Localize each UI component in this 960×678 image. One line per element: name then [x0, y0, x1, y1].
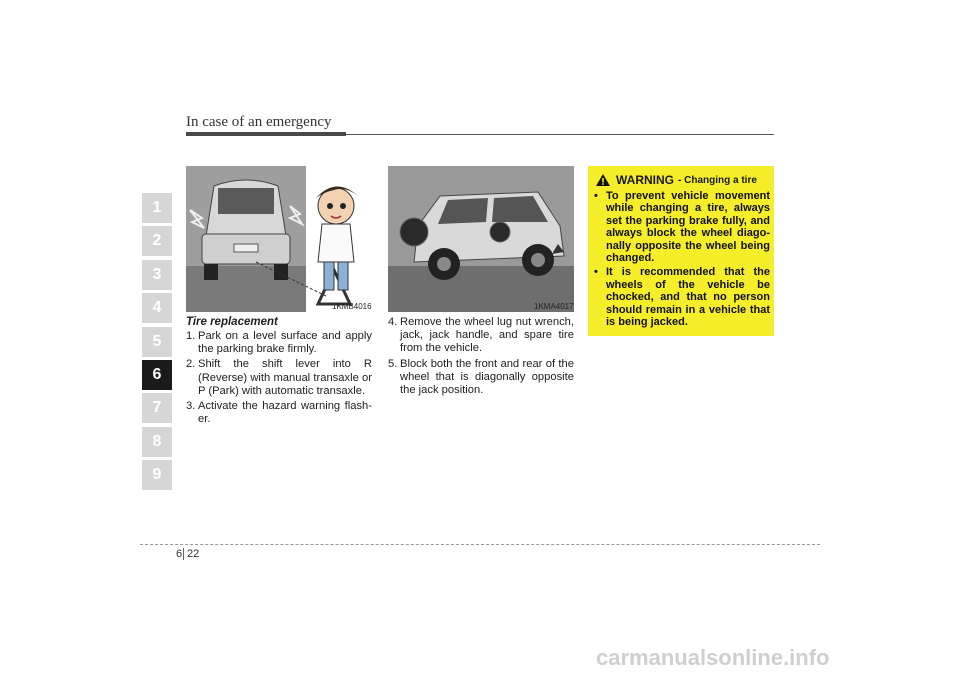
bullet: • [594, 190, 598, 202]
warning-item [594, 266, 770, 328]
chapter-tab-2[interactable]: 2 [142, 226, 172, 256]
chapter-tab-3[interactable]: 3 [142, 260, 172, 290]
figure-hazard-triangle [186, 166, 371, 312]
step-number: 3. [186, 400, 196, 413]
footer-chapter-number: 6 [176, 548, 183, 560]
header-bar [186, 132, 346, 136]
warning-subtitle: - Changing a tire [678, 174, 757, 186]
figure-spare-tire [388, 166, 574, 312]
step-number: 1. [186, 330, 196, 342]
chapter-tab-7[interactable]: 7 [142, 393, 172, 423]
step-item [186, 330, 372, 356]
warning-title: WARNING [616, 173, 674, 187]
section-title: Tire replacement [186, 316, 278, 328]
step-text: Block both the front and rear of the wheel that is diagonally opposite the jack position. [400, 357, 574, 397]
steps-left-column [186, 330, 372, 428]
footer-separator [183, 548, 184, 560]
hazard-triangle-illustration [186, 166, 371, 312]
page-header-title: In case of an emergency [186, 114, 332, 130]
chapter-tab-4[interactable]: 4 [142, 293, 172, 323]
step-item [186, 358, 372, 398]
footer-rule [140, 544, 820, 545]
chapter-tab-5[interactable]: 5 [142, 327, 172, 357]
warning-item [594, 190, 770, 264]
bullet: • [594, 266, 598, 279]
chapter-tab-9[interactable]: 9 [142, 460, 172, 490]
step-text: Remove the wheel lug nut wrench, jack, jack handle, and spare tire from the vehicle. [400, 316, 574, 355]
figure-code-left: 1KMB4016 [332, 302, 372, 311]
chapter-tabs [142, 193, 172, 494]
steps-right-column [388, 316, 574, 399]
chapter-tab-1[interactable]: 1 [142, 193, 172, 223]
figure-code-middle: 1KMA4017 [534, 302, 574, 311]
step-text: Activate the hazard warning flash-er. [198, 400, 372, 426]
chapter-tab-6[interactable]: 6 [142, 360, 172, 390]
step-item [186, 400, 372, 426]
footer-page-number: 22 [187, 548, 200, 560]
step-number: 2. [186, 358, 196, 371]
step-text: Park on a level surface and apply the parking brake firmly. [198, 330, 372, 356]
header-rule [346, 134, 774, 135]
chapter-tab-8[interactable]: 8 [142, 427, 172, 457]
warning-list [594, 190, 770, 330]
step-item [388, 316, 574, 356]
step-item [388, 358, 574, 398]
warning-header [596, 173, 772, 187]
step-text: Shift the shift lever into R (Reverse) with manual transaxle or P (Park) with automatic transaxle. [198, 358, 372, 397]
warning-text: To prevent vehicle movement while changing a tire, always set the parking brake fully, and always block the wheel diago-nally opposite the wheel being changed. [606, 190, 770, 265]
step-number: 4. [388, 316, 398, 328]
step-number: 5. [388, 357, 398, 370]
warning-text: It is recommended that the wheels of the vehicle be chocked, and that no person should remain in a vehicle that is being jacked. [606, 266, 770, 329]
spare-tire-illustration [388, 166, 574, 312]
watermark: carmanualsonline.info [596, 645, 830, 670]
warning-triangle-icon [596, 174, 610, 186]
